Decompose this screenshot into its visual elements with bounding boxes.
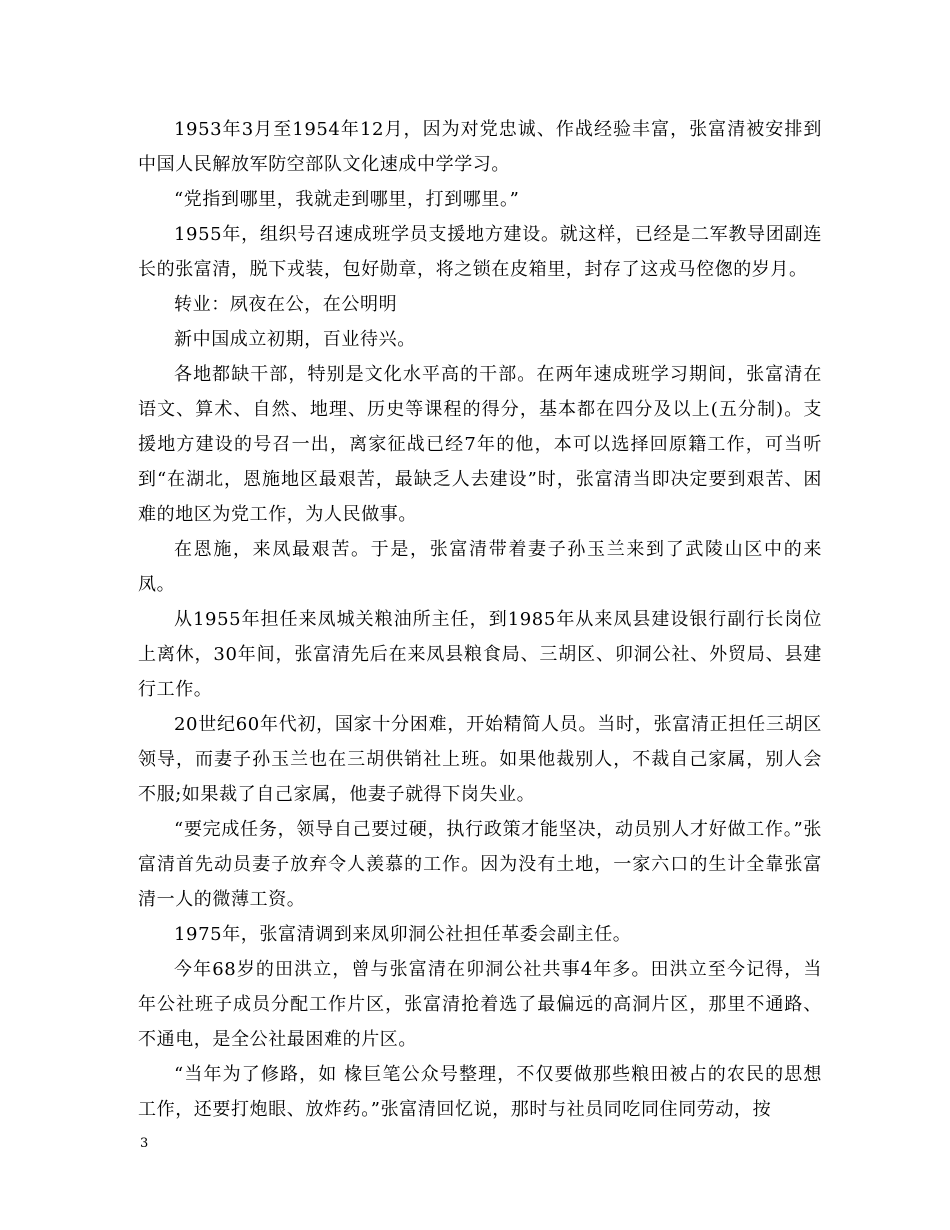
- paragraph: 各地都缺干部，特别是文化水平高的干部。在两年速成班学习期间，张富清在语文、算术、自然、地理、历史等课程的得分，基本都在四分及以上(五分制)。支援地方建设的号召一出，离家征战已经7年的他，本可以选择回原籍工作，可当听到“在湖北，恩施地区最艰苦，最缺乏人去建设”时，张富清当即决定要到艰苦、困难的地区为党工作，为人民做事。: [138, 364, 822, 525]
- paragraph: 从1955年担任来凤城关粮油所主任，到1985年从来凤县建设银行副行长岗位上离休，30年间，张富清先后在来凤县粮食局、三胡区、卯洞公社、外贸局、县建行工作。: [138, 609, 822, 700]
- paragraph: “当年为了修路，如 椽巨笔公众号整理，不仅要做那些粮田被占的农民的思想工作，还要打炮眼、放炸药。”张富清回忆说，那时与社员同吃同住同劳动，按: [138, 1064, 822, 1120]
- paragraph: 1955年，组织号召速成班学员支援地方建设。就这样，已经是二军教导团副连长的张富清，脱下戎装，包好勋章，将之锁在皮箱里，封存了这戎马倥偬的岁月。: [138, 224, 822, 280]
- paragraph: 在恩施，来凤最艰苦。于是，张富清带着妻子孙玉兰来到了武陵山区中的来凤。: [138, 539, 822, 595]
- paragraph: 20世纪60年代初，国家十分困难，开始精简人员。当时，张富清正担任三胡区领导，而妻子孙玉兰也在三胡供销社上班。如果他裁别人，不裁自己家属，别人会不服;如果裁了自己家属，他妻子就得下岗失业。: [138, 714, 822, 805]
- document-body: [138, 112, 822, 1127]
- paragraph: 今年68岁的田洪立，曾与张富清在卯洞公社共事4年多。田洪立至今记得，当年公社班子成员分配工作片区，张富清抢着选了最偏远的高洞片区，那里不通路、不通电，是全公社最困难的片区。: [138, 959, 822, 1050]
- paragraph: 新中国成立初期，百业待兴。: [174, 329, 416, 350]
- section-heading: 转业：夙夜在公，在公明明: [174, 294, 398, 315]
- paragraph: 1953年3月至1954年12月，因为对党忠诚、作战经验丰富，张富清被安排到中国人民解放军防空部队文化速成中学学习。: [138, 119, 822, 175]
- paragraph: “要完成任务，领导自己要过硬，执行政策才能坚决，动员别人才好做工作。”张富清首先动员妻子放弃令人羡慕的工作。因为没有土地，一家六口的生计全靠张富清一人的微薄工资。: [138, 819, 822, 910]
- page-number: 3: [140, 1136, 149, 1151]
- paragraph: 1975年，张富清调到来凤卯洞公社担任革委会副主任。: [174, 924, 632, 945]
- paragraph: “党指到哪里，我就走到哪里，打到哪里。”: [174, 189, 520, 210]
